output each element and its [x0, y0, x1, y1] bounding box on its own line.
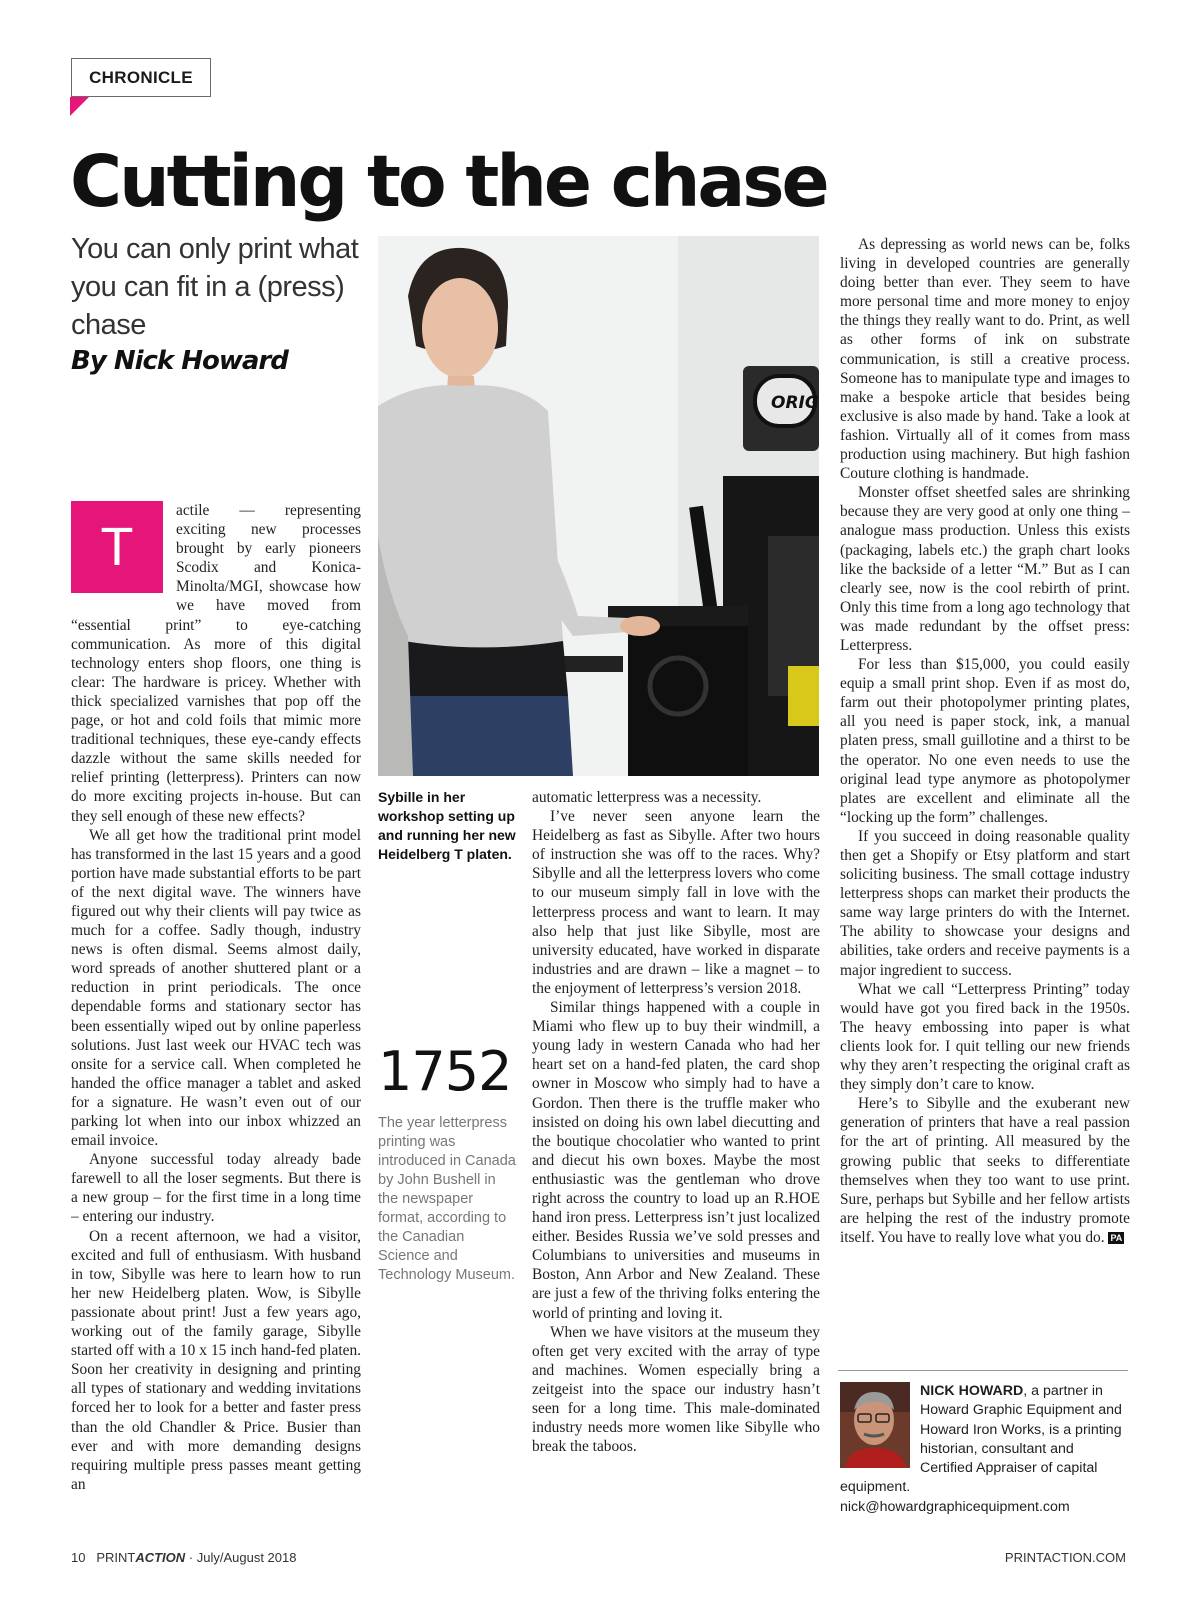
page-number: 10: [71, 1550, 86, 1565]
publication-brand: [96, 1550, 185, 1565]
bio-divider: [838, 1370, 1128, 1371]
end-mark: PA: [1110, 1232, 1123, 1243]
machine-sign-text: ORIG: [771, 393, 819, 413]
author-email[interactable]: nick@howardgraphicequipment.com: [840, 1498, 1070, 1515]
brand-action: ACTION: [135, 1550, 186, 1565]
website-link[interactable]: PRINTACTION.COM: [1004, 1550, 1126, 1565]
byline: By Nick Howard: [71, 346, 288, 376]
col3-paragraph-6-text: Here’s to Sibylle and the exuberant new generation of printers that have a real passion for the art of printing. All measured by the growing public that seeks to differentiate themselves when they too want to use print. Sure, perhaps but Sybille and her fellow artists are helping the rest of the industry promote itself. You have to really love what you do.: [840, 1095, 1130, 1246]
author-name: NICK HOWARD: [920, 1383, 1024, 1399]
article-column-3: [840, 235, 1130, 1365]
article-column-2: [532, 788, 820, 1516]
col2-paragraph-2: I’ve never seen anyone learn the Heidelberg as fast as Sibylle. After two hours of instruction she was off to the races. Why? Sibylle and all the letterpress lovers who come to our museum simply fall in love with the letterpress process and want to learn. It may also help that just like Sibylle, most are university educated, have worked in disparate industries and are drawn – like a magnet – to the enjoyment of letterpress’s version 2018.: [532, 808, 820, 997]
stat-number: 1752: [378, 1040, 512, 1103]
section-tag: [71, 58, 211, 97]
feature-photo: [378, 236, 819, 776]
photo-caption: Sybille in her workshop setting up and running her new Heidelberg T platen.: [378, 789, 516, 862]
brand-print: PRINT: [96, 1550, 136, 1565]
bio-photo-space: [840, 1382, 920, 1468]
col2-paragraph-1: automatic letterpress was a necessity.: [532, 789, 762, 806]
col3-paragraph-5: What we call “Letterpress Printing” today would have got you fired back in the 1950s. The heavy embossing into paper is what clients look for. I quit telling our new friends why they aren’t respecting the original craft as they simply don’t care to know.: [840, 980, 1130, 1094]
col3-paragraph-2: Monster offset sheetfed sales are shrinking because they are very good at only one thing – analogue mass production. Unless this exists (packaging, labels etc.) the graph chart looks like the backside of a letter “M.” But as I can clearly see, now is the cool rebirth of print. Only this time from a long ago technology that was made redundant by the offset press: Letterpress.: [840, 484, 1130, 654]
col3-paragraph-3: For less than $15,000, you could easily equip a small print shop. Even if as most do, farm out their photopolymer printing plates, all you need is paper stock, ink, a manual platen press, small guillotine and a thirst to be the operator. No one even needs to use the original lead type anymore as photopolymer plates are excellent and eliminate all the “locking up the form” challenges.: [840, 656, 1130, 826]
issue-date: · July/August 2018: [188, 1550, 297, 1565]
col3-paragraph-4: If you succeed in doing reasonable quality then get a Shopify or Etsy platform and start soliciting business. The small cottage industry letterpress shops can market their products the same way large printers do with the Internet. The ability to showcase your designs and abilities, take orders and receive payments is a major ingredient to success.: [840, 827, 1130, 979]
section-tag-corner: [70, 97, 89, 116]
author-bio-text: , a partner in Howard Graphic Equipment and Howard Iron Works, is a printing historian, consultant and Certified Appraiser of capital equipment.: [840, 1383, 1122, 1496]
stat-caption: The year letterpress printing was introduced in Canada by John Bushell in the newspaper format, according to the Canadian Science and Technology Museum.: [378, 1115, 516, 1283]
col2-paragraph-4: When we have visitors at the museum they often get very excited with the array of type and machines. Women especially bring a zeitgeist into the space our industry hasn’t seen for a long time. This male-dominated industry needs more women like Sibylle who break the taboos.: [532, 1323, 820, 1456]
section-tag-label: CHRONICLE: [89, 68, 193, 87]
col2-paragraph-3: Similar things happened with a couple in Miami who flew up to buy their windmill, a young lady in western Canada who had her heart set on a hand-fed platen, the card shop owner in Moscow who simply had to have a Gordon. Then there is the truffle maker who insisted on doing his own label diecutting and the boutique chocolatier who wanted to print and diecut his own boxes. Maybe the most enthusiastic was the gentleman who drove right across the country to load up an R.HOE hand iron press. Letterpress isn’t just localized either. Besides Russia we’ve sold presses and Columbians to universities and museums in Boston, Ann Arbor and New Zealand. These are just a few of the thriving folks entering the world of printing and loving it.: [532, 999, 820, 1322]
col1-paragraph-1: actile — representing exciting new processes brought by early pioneers Scodix and Konica-Minolta/MGI, showcase how we have moved from “essential print” to eye-catching communication. As more of this digital technology enters shop floors, one thing is clear: The hardware is pricey. Whether with thick specialized varnishes that pop off the page, or hot and cold foils that mimic more traditional techniques, these eye-candy effects dazzle without the same skills needed for relief printing (letterpress). Printers can now do more exciting projects in-house. But can they sell enough of these new effects?: [71, 502, 361, 825]
col1-paragraph-2: We all get how the traditional print model has transformed in the last 15 years and a good portion have made substantial efforts to be part of the next digital wave. The winners have figured out why their clients will pay twice as much for a coffee. Sadly though, industry news is often dismal. Seems almost daily, word spreads of another shuttered plant or a reduction in print periodicals. The once dependable forms and stationary sector has been essentially wiped out by online paperless solutions. Just last week our HVAC tech was onsite for a service call. When completed he handed the office manager a tablet and asked for a signature. He wasn’t even out of our parking lot when into our inbox whizzed an email invoice.: [71, 826, 361, 1150]
dropcap: T: [71, 501, 163, 593]
headline: Cutting to the chase: [70, 140, 827, 223]
col1-paragraph-3: Anyone successful today already bade farewell to all the loser segments. But there is a new group – for the first time in a long time – entering our industry.: [71, 1151, 361, 1226]
col3-paragraph-1: As depressing as world news can be, folks living in developed countries are generally doing better than ever. They seem to have more personal time and more money to enjoy the things they really want to do. Print, as well as other forms of ink on substrate communication, is still a creative process. Someone has to manipulate type and images to make a bespoke article that besides being exclusive is also made by hand. Take a look at fashion. Virtually all of it comes from mass production using machinery. But high fashion Couture clothing is handmade.: [840, 236, 1130, 483]
author-bio: [840, 1382, 1130, 1517]
deck: You can only print what you can fit in a (press) chase: [71, 233, 359, 341]
col1-paragraph-4: On a recent afternoon, we had a visitor, excited and full of enthusiasm. With husband in tow, Sibylle was here to learn how to run her new Heidelberg platen. Wow, is Sibylle passionate about print! Just a few years ago, working out of the family garage, Sibylle started off with a 10 x 15 inch hand-fed platen. Soon her creativity in designing and printing all types of stationary and wedding invitations forced her to look for a better and faster press than the old Chandler & Price. Busier than ever and with more demanding designs requiring multiple press passes meant getting an: [71, 1227, 361, 1493]
article-column-1: [71, 501, 361, 1516]
col3-paragraph-6: [840, 1094, 1130, 1247]
footer-left: [71, 1550, 296, 1565]
